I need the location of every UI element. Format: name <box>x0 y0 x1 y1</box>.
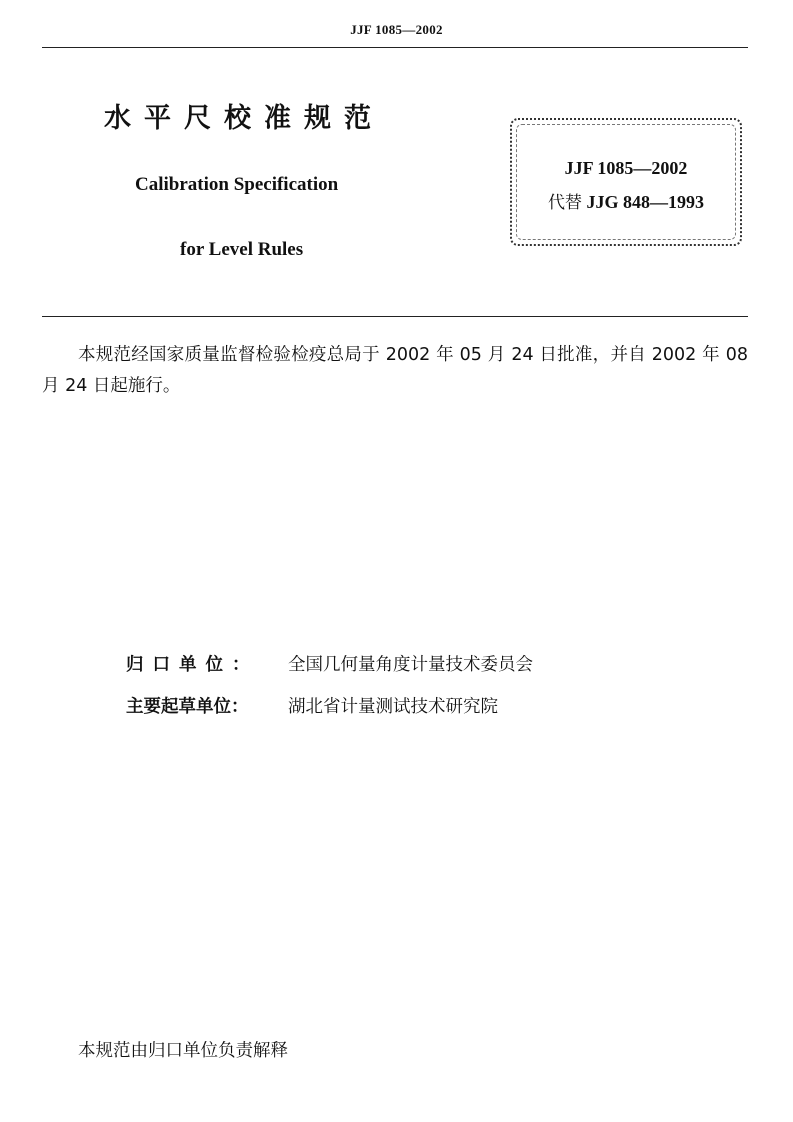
title-divider <box>42 316 748 317</box>
standard-code-box <box>510 118 742 246</box>
interpretation-note: 本规范由归口单位负责解释 <box>78 1041 288 1061</box>
title-chinese: 水平尺校准规范 <box>104 103 384 134</box>
responsible-unit-value: 全国几何量角度计量技术委员会 <box>288 655 533 675</box>
responsible-unit-row <box>126 651 533 676</box>
drafting-unit-row <box>126 693 498 718</box>
drafting-unit-label: 主要起草单位： <box>126 697 249 717</box>
header-code: JJF 1085—2002 <box>350 22 443 37</box>
approval-paragraph: 本规范经国家质量监督检验检疫总局于 2002 年 05 月 24 日批准，并自 2002 年 08 月 24 日起施行。 <box>42 345 748 396</box>
standard-code: JJF 1085—2002 <box>564 158 688 178</box>
drafting-unit-value: 湖北省计量测试技术研究院 <box>288 697 498 717</box>
replaces-label: 代替 <box>547 193 582 213</box>
responsible-unit-label: 归口单位： <box>126 655 259 675</box>
replaces-code: JJG 848—1993 <box>586 192 704 212</box>
replaces-line <box>512 188 740 213</box>
title-english-line2: for Level Rules <box>180 239 304 260</box>
title-english-line1: Calibration Specification <box>135 174 339 195</box>
code-box-inner-border <box>516 124 736 240</box>
header-divider <box>42 47 748 48</box>
